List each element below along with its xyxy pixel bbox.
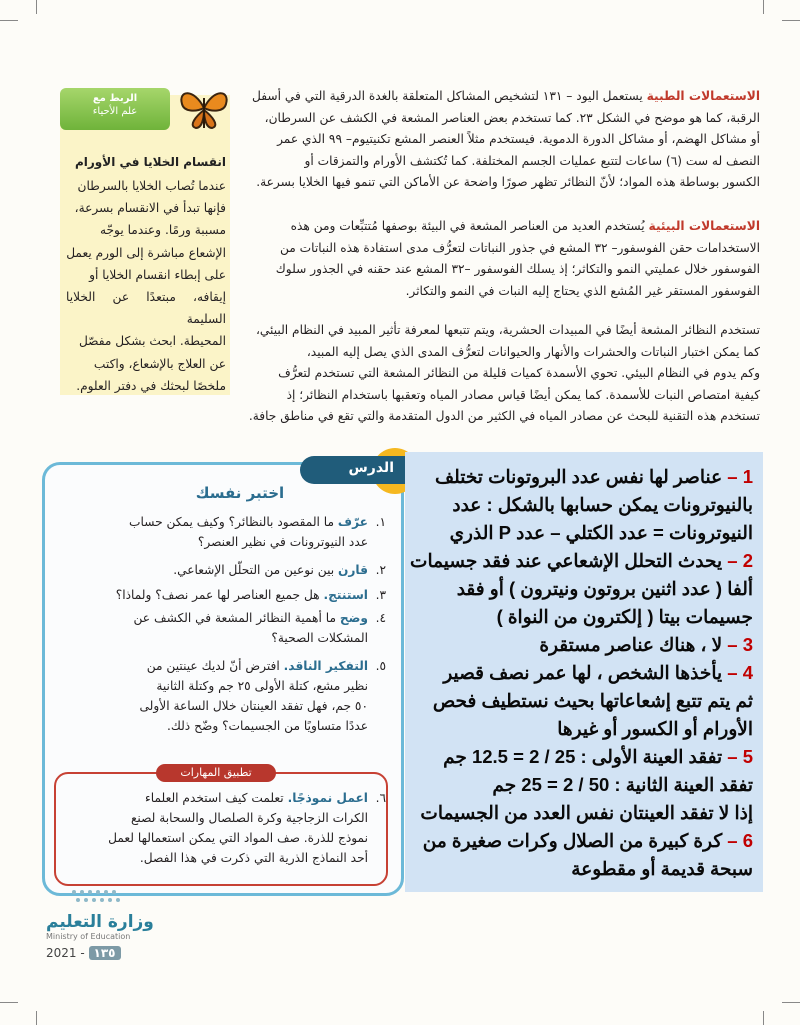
question-3 (58, 585, 386, 605)
question-text: ٥٠ جم، فهل تفقد العينتان خلال الساعة الأولى (139, 699, 368, 713)
answer-text: عناصر لها نفس عدد البروتونات تختلف (435, 466, 728, 487)
text-line: وكم يدوم في النظام البيئي. تحوي الأسمدة كميات قليلة من النظائر المشعة التي تستخدم لتعرُّف (278, 366, 760, 380)
environmental-uses-paragraph (244, 216, 760, 302)
question-text: أحد النماذج الذرية التي ذكرت في هذا الفصل. (139, 851, 368, 865)
answer-text: يأخذها الشخص ، لها عمر نصف قصير (443, 662, 728, 683)
side-line: الإشعاع مباشرة إلى الورم يعمل (66, 245, 226, 260)
crop-mark (0, 20, 18, 21)
answer-text: جسيمات بيتا ( إلكترون من النواة ) (496, 606, 753, 627)
text-line: تستخدم النظائر المشعة أيضًا في المبيدات الحشرية، ويتم تتبعها لمعرفة تأثير المبيد في النظام البيئي، (255, 323, 760, 337)
biology-link-badge (60, 88, 170, 130)
question-text: المشكلات الصحية؟ (271, 631, 368, 645)
answer-text: الأورام أو الكسور أو غيرها (557, 718, 753, 739)
answer-number: 6 – (727, 830, 753, 851)
text-line: يُستخدم العديد من العناصر المشعة في البيئة بوصفها مُتتبِّعات ومن هذه (290, 219, 645, 233)
text-line: الاستخدامات حقن الفوسفور– ٣٢ المشع في جذور النباتات لتعرُّف مدى استفادة هذه النباتات من (279, 240, 760, 255)
crop-mark (0, 1002, 18, 1003)
question-keyword: اعمل نموذجًا. (287, 791, 368, 805)
question-text: الكرات الزجاجية وكرة الصلصال والسحابة لصنع (130, 811, 368, 825)
question-text: ما أهمية النظائر المشعة في الكشف عن (133, 611, 336, 625)
answer-line (407, 746, 753, 768)
crop-mark (782, 20, 800, 21)
question-5 (58, 656, 386, 736)
question-text: افترض أنّ لديك عينتين من (146, 659, 280, 673)
answer-line (407, 550, 753, 572)
answer-text: سبحة قديمة أو مقطوعة (571, 858, 753, 879)
side-line: ملخصًا لبحثك في دفتر العلوم. (76, 378, 226, 393)
crop-mark (763, 1011, 764, 1025)
answer-line (407, 830, 753, 852)
question-text: بين نوعين من التحلّل الإشعاعي. (173, 563, 335, 577)
question-text: ما المقصود بالنظائر؟ وكيف يمكن حساب (129, 515, 335, 529)
side-line: مسببة ورمًا. وعندما يوجّه (99, 223, 226, 238)
page-footer (46, 946, 121, 960)
side-line: المحيطة. ابحث بشكل مفصّل (78, 334, 226, 349)
answer-text: لا ، هناك عناصر مستقرة (539, 634, 728, 655)
question-keyword: استنتج. (323, 588, 368, 602)
medical-uses-paragraph (244, 86, 760, 194)
question-text: عدد النيوترونات في نظير العنصر؟ (197, 535, 368, 549)
text-line: يستعمل اليود – ١٣١ لتشخيص المشاكل المتعلقة بالغدة الدرقية التي في أسفل (252, 89, 643, 103)
answer-text: تفقد العينة الثانية : 50 / 2 = 25 جم (492, 774, 753, 795)
ministry-name-ar: وزارة التعليم (46, 912, 154, 932)
answer-line (407, 774, 753, 796)
side-line: فإنها تبدأ في الانقسام بسرعة، (74, 201, 226, 216)
answer-line (407, 662, 753, 684)
question-number: ٣. (375, 588, 386, 602)
text-line: الفوسفور المستقر غير المُشع الذي يحتاج إليه النبات في النمو والتكاثر. (405, 283, 760, 298)
environmental-uses-heading: الاستعمالات البيئية (648, 219, 760, 233)
question-number: ٢. (375, 563, 386, 577)
answer-text: النيوترونات = عدد الكتلي – عدد P الذري (449, 522, 753, 543)
question-text: تعلمت كيف استخدم العلماء (145, 791, 284, 805)
question-keyword: التفكير الناقد. (283, 659, 368, 673)
answer-text: بالنيوترونات يمكن حسابها بالشكل : عدد (452, 494, 753, 515)
answer-text: ثم يتم تتبع إشعاعاتها بحيث نستطيف فحص (432, 690, 753, 711)
question-keyword: عرّف (337, 515, 368, 529)
answer-line (407, 858, 753, 880)
side-note-text (60, 175, 230, 397)
edition-year: 2021 - (46, 946, 85, 960)
answer-line (407, 634, 753, 656)
answer-number: 1 – (727, 466, 753, 487)
question-1 (58, 512, 386, 552)
text-line: الكسور بوساطة هذه المواد؛ لأنّ النظائر تظهر صورًا واضحة عن الأماكن التي تنمو فيها الخلايا بسرعة. (256, 175, 760, 189)
badge-line: الربط مع (92, 93, 138, 104)
answer-text: تفقد العينة الأولى : 25 / 2 = 12.5 جم (443, 746, 728, 767)
crop-mark (782, 1002, 800, 1003)
apply-skills-tab: تطبيق المهارات (156, 764, 276, 782)
ministry-name-en: Ministry of Education (46, 932, 131, 941)
self-test-heading: اختبر نفسك (195, 484, 285, 502)
crop-mark (763, 0, 764, 14)
answer-text: كرة كبيرة من الصلال وكرات صغيرة من (422, 830, 728, 851)
text-line: الرقبة، كما هو موضح في الشكل ٢٣. كما تستخدم بعض العناصر المشعة في الكشف عن السرطان، (264, 110, 760, 125)
text-line: كما يمكن اختبار النباتات والحشرات والأنهار والحيوانات لتعرُّف المدى الذي يصل إليه المبيد، (306, 344, 760, 359)
answer-text: إذا لا تفقد العينتان نفس العدد من الجسيمات (420, 802, 753, 823)
text-line: كيفية امتصاص النبات للأسمدة. كما يمكن أيضًا قياس مصادر المياه وتعقبها باستخدام النظائر؛ إذ (286, 387, 760, 402)
question-text: نظير مشع، كتلة الأولى ٢٥ جم وكتلة الثانية (156, 679, 368, 693)
question-number: ٤. (375, 611, 386, 625)
question-keyword: قارن (338, 563, 368, 577)
answer-line (407, 718, 753, 740)
side-note-title: انقسام الخلايا في الأورام (74, 155, 226, 169)
side-line: عندما تُصاب الخلايا بالسرطان (77, 179, 226, 193)
text-line: تستخدم هذه التقنية للبحث عن مصادر المياه في الكثير من الدول المتقدمة والتي تقع في مناطق جافة. (248, 409, 760, 423)
badge-line: علم الأحياء (92, 106, 138, 117)
text-line: الفوسفور خلال عمليتي النمو والتكاثر؛ إذ يسلك الفوسفور –٣٢ المشع عند حقنه في الجذور سلوك (275, 262, 760, 276)
answer-text: يحدث التحلل الإشعاعي عند فقد جسيمات (410, 550, 728, 571)
answer-line (407, 606, 753, 628)
pesticides-paragraph (244, 320, 760, 428)
butterfly-icon (176, 86, 232, 132)
side-line: إيقافه، مبتعدًا عن الخلايا السليمة (66, 290, 226, 327)
medical-uses-heading: الاستعمالات الطبية (646, 89, 760, 103)
question-text: هل جميع العناصر لها عمر نصف؟ ولماذا؟ (115, 588, 320, 602)
ministry-logo (46, 912, 166, 941)
answer-line (407, 494, 753, 516)
question-6 (72, 788, 386, 868)
answer-text: ألفا ( عدد اثنين بروتون ونيترون ) أو فقد (456, 578, 753, 599)
answer-number: 3 – (727, 634, 753, 655)
side-line: على إبطاء انقسام الخلايا أو (89, 267, 226, 282)
answers-overlay (405, 452, 763, 892)
text-line: أو مشاكل الهضم، أو مشاكل الدورة الدموية. فيستخدم مثلاً العنصر المشع تكنيتيوم– ٩٩ الذي عمر (277, 132, 760, 146)
answer-line (407, 802, 753, 824)
question-keyword: وضح (339, 611, 368, 625)
answer-number: 4 – (727, 662, 753, 683)
answer-line (407, 466, 753, 488)
page-number: ١٣٥ (89, 946, 121, 960)
side-note-box (60, 95, 230, 395)
answer-number: 5 – (727, 746, 753, 767)
text-line: النصف له ست (٦) ساعات لتتبع عمليات الجسم المختلفة. كما تُكتشف الأورام والتمزقات أو (304, 153, 760, 168)
question-4 (58, 608, 386, 648)
question-number: ١. (375, 515, 386, 529)
answer-line (407, 522, 753, 544)
crop-mark (36, 0, 37, 14)
answer-number: 2 – (727, 550, 753, 571)
question-number: ٦. (375, 791, 386, 805)
question-text: عددًا متساويًا من الجسيمات؟ وضّح ذلك. (166, 719, 368, 733)
question-number: ٥. (375, 659, 386, 673)
answer-line (407, 690, 753, 712)
dot-pattern-decoration (70, 888, 160, 906)
lesson-tab (300, 456, 408, 484)
question-text: نموذج للذرة. صف المواد التي يمكن استعمالها لعمل (108, 831, 368, 845)
lesson-tab-label: الدرس (348, 460, 394, 476)
crop-mark (36, 1011, 37, 1025)
side-line: عن العلاج بالإشعاع، واكتب (93, 356, 226, 371)
answer-line (407, 578, 753, 600)
question-2 (58, 560, 386, 580)
